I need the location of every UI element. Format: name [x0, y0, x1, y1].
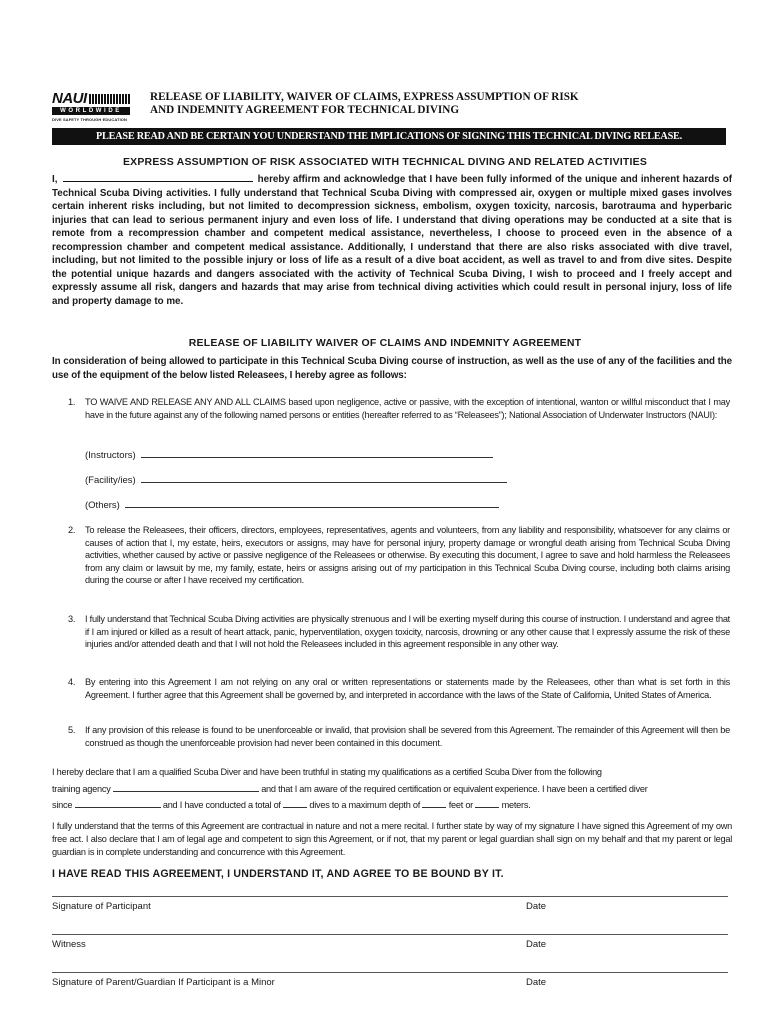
others-input[interactable] [125, 499, 499, 508]
signature-line[interactable] [52, 896, 728, 897]
max-depth-meters-field[interactable] [475, 799, 499, 808]
instructors-field [85, 449, 493, 461]
certified-since-field[interactable] [75, 799, 161, 808]
declaration-line-1: I hereby declare that I am a qualified Scuba Diver and have been truthful in stating my qualifications as a certified Scuba Diver from the following [52, 767, 602, 777]
declaration-line-3: since and I have conducted a total of dives to a maximum depth of feet or meters. [52, 800, 531, 810]
facilities-input[interactable] [141, 474, 507, 483]
name-prefix: I, [52, 174, 58, 185]
logo-text: NAUI [52, 90, 87, 107]
training-agency-field[interactable] [113, 783, 259, 792]
warning-banner: PLEASE READ AND BE CERTAIN YOU UNDERSTAND THE IMPLICATIONS OF SIGNING THIS TECHNICAL DIVING RELEASE. [52, 128, 726, 145]
release-item-3 [68, 613, 730, 651]
participant-name-field[interactable] [63, 172, 253, 182]
logo-waves-icon [89, 94, 130, 104]
item-text: I fully understand that Technical Scuba Diving activities are physically strenuous and I will be exerting myself during this course of instruction. I understand and agree that if I am injured or killed as a result of heart attack, panic, hyperventilation, oxygen toxicity, narcosis, drowning or any other cause that I expressly assume the risk of these injuries and/or attended death and that I will not hold the Releasees included in this agreement responsible in any other way. [85, 614, 730, 650]
document-title [150, 91, 579, 117]
guardian-label: Signature of Parent/Guardian If Participant is a Minor [52, 977, 275, 988]
release-item-4 [68, 676, 730, 701]
item-number: 5. [68, 725, 76, 735]
witness-label: Witness [52, 939, 86, 950]
guardian-signature-line[interactable] [52, 972, 728, 973]
witness-line[interactable] [52, 934, 728, 935]
others-field [85, 499, 499, 511]
item-number: 4. [68, 677, 76, 687]
qualification-declaration [52, 764, 732, 814]
item-text: If any provision of this release is found to be unenforceable or invalid, that provision shall be severed from this Agreement. The remainder of this Agreement will then be construed as though the unenforceable provision had never been contained in this document. [85, 725, 730, 748]
release-intro: In consideration of being allowed to participate in this Technical Scuba Diving course of instruction, as well as the use of any of the facilities and the use of the equipment of the below listed Releasees, I hereby agree as follows: [52, 356, 732, 381]
instructors-label: (Instructors) [85, 450, 136, 461]
instructors-input[interactable] [141, 449, 493, 458]
declaration-line-2: training agency and that I am aware of the required certification or equivalent experience. I have been a certified diver [52, 783, 648, 794]
agreement-statement: I HAVE READ THIS AGREEMENT, I UNDERSTAND IT, AND AGREE TO BE BOUND BY IT. [52, 868, 504, 880]
others-label: (Others) [85, 500, 120, 511]
title-line-1: RELEASE OF LIABILITY, WAIVER OF CLAIMS, EXPRESS ASSUMPTION OF RISK [150, 91, 579, 103]
logo-tagline: DIVE SAFETY THROUGH EDUCATION [52, 117, 127, 122]
release-item-1 [68, 396, 730, 421]
item-text: By entering into this Agreement I am not relying on any oral or written representations or statements made by the Releasees, other than what is set forth in this Agreement. I further agree that this Agreement shall be governed by, and interpreted in accordance with the laws of the State of California, United States of America. [85, 677, 730, 700]
total-dives-field[interactable] [283, 799, 307, 808]
facilities-label: (Facility/ies) [85, 475, 136, 486]
release-item-2 [68, 524, 730, 587]
assumption-text: hereby affirm and acknowledge that I have been fully informed of the unique and inherent hazards of Technical Scuba Diving activities. I fully understand that Technical Scuba Diving with compressed air, oxygen or multiple mixed gases involves certain inherent risks including, but not limited to decompression sickness, embolism, oxygen toxicity, narcosis, barotrauma and hyperbaric injuries that can lead to serious permanent injury and even loss of life. I understand that diving operations may be conducted at a site that is remote from a recompression chamber and competent medical assistance, nevertheless, I choose to proceed even in the absence of a recompression chamber and competent medical assistance. Additionally, I understand that there are also risks associated with dive travel, including, but not limited to the possible injury or loss of life as a result of a dive boat accident, as well as travel to and from dive sites. Despite the potential unique hazards and dangers associated with the activity of Technical Scuba Diving, I wish to proceed and I freely accept and expressly assume all risk, dangers and hazards that may arise from technical diving activities which could result in personal injury, loss of life and property damage to me. [52, 174, 732, 307]
date-label: Date [526, 939, 547, 950]
signature-label: Signature of Participant [52, 901, 151, 912]
date-label: Date [526, 977, 547, 988]
date-label: Date [526, 901, 547, 912]
item-text: TO WAIVE AND RELEASE ANY AND ALL CLAIMS based upon negligence, active or passive, with the exception of intentional, wanton or willful misconduct that I may have in the future against any of the following named persons or entities (hereafter referred to as “Releasees”); National Association of Underwater Instructors (NAUI): [85, 397, 730, 420]
assumption-of-risk-heading: EXPRESS ASSUMPTION OF RISK ASSOCIATED WITH TECHNICAL DIVING AND RELATED ACTIVITIES [122, 156, 648, 168]
item-number: 2. [68, 525, 76, 535]
item-number: 1. [68, 397, 76, 407]
release-item-5 [68, 724, 730, 749]
release-heading: RELEASE OF LIABILITY WAIVER OF CLAIMS AND INDEMNITY AGREEMENT [188, 337, 582, 349]
naui-logo [52, 92, 130, 124]
facilities-field [85, 474, 507, 486]
contract-paragraph: I fully understand that the terms of this Agreement are contractual in nature and not a mere recital. I further state by way of my signature I have signed this Agreement of my own free act. I also declare that I am of legal age and competent to sign this Agreement, or if not, that my parent or legal guardian shall sign on my behalf and that my parent or legal guardian is in complete understanding and concurrence with this Agreement. [52, 821, 732, 857]
max-depth-feet-field[interactable] [422, 799, 446, 808]
logo-band: WORLDWIDE [52, 107, 130, 115]
item-number: 3. [68, 614, 76, 624]
item-text: To release the Releasees, their officers, directors, employees, representatives, agents and volunteers, from any liability and responsibility, whatsoever for any claims or causes of action that I, my estate, heirs, executors or assigns, may have for personal injury, property damage or wrongful death arising from Technical Scuba Diving activities, whether caused by active or passive negligence of the Releasees or otherwise. By executing this document, I agree to save and hold harmless the Releasees from any claim or lawsuit by me, my family, estate, heirs or assigns arising out of my participation in this Technical Scuba Diving course, including both claims arising during the course or after I have received my certification. [85, 525, 730, 586]
title-line-2: AND INDEMNITY AGREEMENT FOR TECHNICAL DIVING [150, 104, 460, 116]
assumption-of-risk-paragraph [52, 172, 732, 308]
